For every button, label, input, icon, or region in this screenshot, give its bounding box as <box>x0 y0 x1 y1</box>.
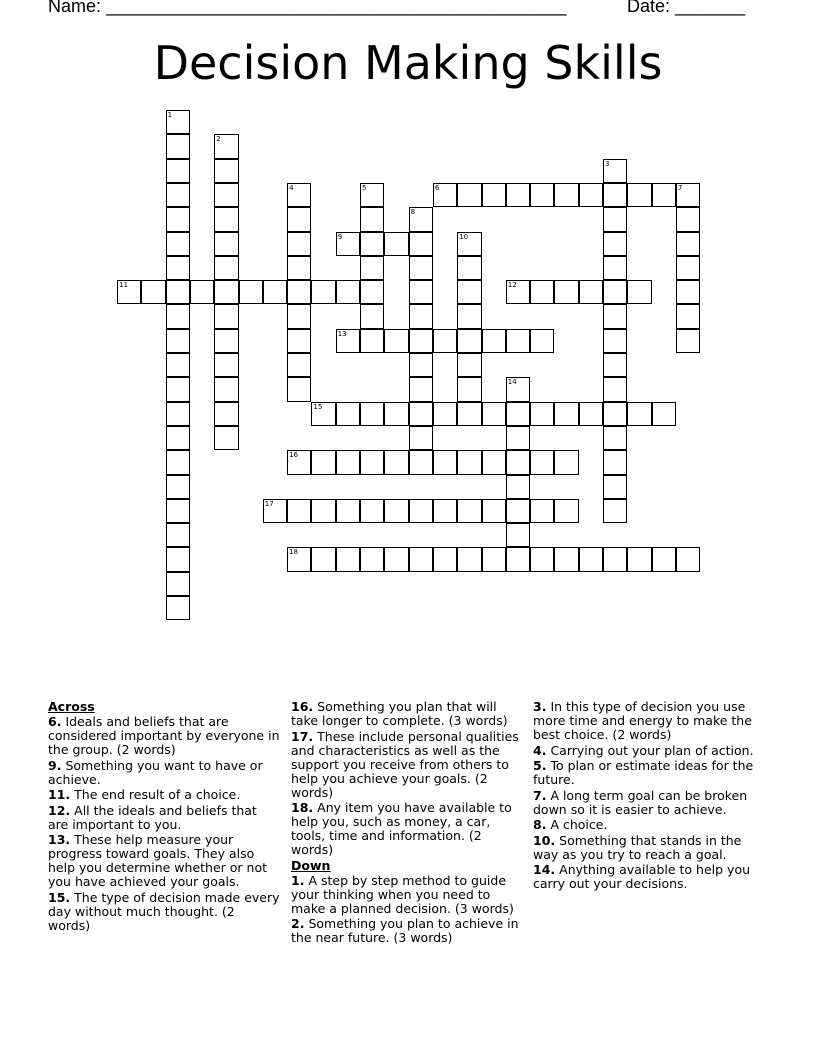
grid-cell[interactable] <box>603 329 627 353</box>
grid-cell[interactable] <box>603 377 627 401</box>
clue-text: A choice. <box>550 817 608 832</box>
clue-number-label: 8 <box>410 208 416 217</box>
clue-number: 11. <box>48 787 71 802</box>
grid-cell[interactable] <box>166 304 190 328</box>
clue-number: 4. <box>533 742 547 758</box>
clue-number-label: 3 <box>605 159 610 168</box>
grid-cell[interactable] <box>166 377 190 401</box>
grid-cell[interactable] <box>166 134 190 158</box>
clue-text: Any item you have available to help you, such as money, a car, tools, time and information. (2 words) <box>291 800 512 857</box>
grid-cell[interactable] <box>384 499 408 523</box>
grid-cell[interactable] <box>360 499 384 523</box>
clue-number-label: 2 <box>216 135 221 144</box>
grid-cell[interactable] <box>360 402 384 426</box>
grid-cell[interactable] <box>506 475 530 499</box>
grid-cell[interactable] <box>530 547 554 571</box>
clue-number: 7. <box>533 787 547 803</box>
clue-across-16 <box>291 700 523 728</box>
grid-cell[interactable] <box>482 547 506 571</box>
grid-cell[interactable] <box>603 159 627 183</box>
clue-number-label: 6 <box>434 183 440 192</box>
grid-cell[interactable] <box>457 329 481 353</box>
grid-cell[interactable] <box>506 426 530 450</box>
clue-text: The end result of a choice. <box>74 787 241 802</box>
grid-cell[interactable] <box>676 232 700 256</box>
grid-cell[interactable] <box>506 183 530 207</box>
grid-cell[interactable] <box>554 183 578 207</box>
clue-number: 9. <box>48 757 62 773</box>
grid-cell[interactable] <box>311 547 335 571</box>
clue-number: 16. <box>291 699 314 714</box>
clue-text: Anything available to help you carry out your decisions. <box>533 862 751 891</box>
grid-cell[interactable] <box>530 450 554 474</box>
grid-cell[interactable] <box>409 450 433 474</box>
clue-number-label: 14 <box>507 378 517 387</box>
grid-cell[interactable] <box>627 402 651 426</box>
grid-cell[interactable] <box>554 402 578 426</box>
grid-cell[interactable] <box>554 499 578 523</box>
grid-cell[interactable] <box>603 475 627 499</box>
grid-cell[interactable] <box>457 499 481 523</box>
grid-cell[interactable] <box>676 183 700 207</box>
grid-cell[interactable] <box>166 232 190 256</box>
grid-cell[interactable] <box>457 304 481 328</box>
grid-cell[interactable] <box>457 183 481 207</box>
grid-cell[interactable] <box>409 547 433 571</box>
grid-cell[interactable] <box>166 572 190 596</box>
grid-cell[interactable] <box>409 499 433 523</box>
clue-down-14 <box>533 863 765 891</box>
grid-cell[interactable] <box>676 304 700 328</box>
clue-across-12 <box>48 804 280 832</box>
grid-cell[interactable] <box>166 426 190 450</box>
grid-cell[interactable] <box>409 232 433 256</box>
grid-cell[interactable] <box>506 450 530 474</box>
clue-across-6 <box>48 715 280 757</box>
grid-cell[interactable] <box>457 547 481 571</box>
grid-cell[interactable] <box>166 110 190 134</box>
grid-cell[interactable] <box>676 207 700 231</box>
clue-number: 17. <box>291 728 314 744</box>
clue-number: 18. <box>291 800 314 815</box>
grid-cell[interactable] <box>554 280 578 304</box>
grid-cell[interactable] <box>263 280 287 304</box>
clue-number-label: 15 <box>313 402 323 411</box>
clue-number: 8. <box>533 817 547 832</box>
grid-cell[interactable] <box>214 329 238 353</box>
clue-text: All the ideals and beliefs that are important to you. <box>48 802 257 832</box>
across-heading: Across <box>48 699 95 714</box>
clue-text: The type of decision made every day without much thought. (2 words) <box>48 889 280 933</box>
down-heading: Down <box>291 857 331 873</box>
grid-cell[interactable] <box>384 402 408 426</box>
grid-cell[interactable] <box>530 280 554 304</box>
grid-cell[interactable] <box>336 232 360 256</box>
grid-cell[interactable] <box>603 207 627 231</box>
grid-cell[interactable] <box>676 329 700 353</box>
grid-cell[interactable] <box>360 547 384 571</box>
grid-cell[interactable] <box>603 304 627 328</box>
grid-cell[interactable] <box>214 207 238 231</box>
clue-number-label: 17 <box>264 499 274 508</box>
grid-cell[interactable] <box>214 183 238 207</box>
grid-cell[interactable] <box>433 402 457 426</box>
clue-across-9 <box>48 759 280 787</box>
grid-cell[interactable] <box>652 183 676 207</box>
grid-cell[interactable] <box>676 280 700 304</box>
clue-across-13 <box>48 833 280 889</box>
grid-cell[interactable] <box>457 402 481 426</box>
grid-cell[interactable] <box>409 304 433 328</box>
grid-cell[interactable] <box>482 402 506 426</box>
clue-down-1 <box>291 874 523 916</box>
grid-cell[interactable] <box>360 232 384 256</box>
grid-cell[interactable] <box>457 232 481 256</box>
clue-down-8 <box>533 818 765 832</box>
grid-cell[interactable] <box>263 499 287 523</box>
clue-text: In this type of decision you use more time and energy to make the best choice. (2 words) <box>533 699 752 742</box>
grid-cell[interactable] <box>579 547 603 571</box>
grid-cell[interactable] <box>117 280 141 304</box>
grid-cell[interactable] <box>287 207 311 231</box>
grid-cell[interactable] <box>603 256 627 280</box>
grid-cell[interactable] <box>166 207 190 231</box>
grid-cell[interactable] <box>409 280 433 304</box>
grid-cell[interactable] <box>360 304 384 328</box>
clue-text: Something you want to have or achieve. <box>48 757 263 787</box>
grid-cell[interactable] <box>360 256 384 280</box>
clue-number: 3. <box>533 699 547 714</box>
clue-number-label: 16 <box>289 451 299 460</box>
grid-cell[interactable] <box>336 499 360 523</box>
grid-cell[interactable] <box>360 183 384 207</box>
clue-across-18 <box>291 801 523 857</box>
grid-cell[interactable] <box>336 402 360 426</box>
grid-cell[interactable] <box>506 329 530 353</box>
clue-number: 12. <box>48 802 71 818</box>
grid-cell[interactable] <box>336 280 360 304</box>
clue-number-label: 4 <box>289 183 294 192</box>
grid-cell[interactable] <box>652 547 676 571</box>
grid-cell[interactable] <box>409 207 433 231</box>
clue-text: Something you plan that will take longer to complete. (3 words) <box>291 699 508 728</box>
grid-cell[interactable] <box>311 402 335 426</box>
grid-cell[interactable] <box>190 280 214 304</box>
clue-across-11 <box>48 788 280 802</box>
clues-column-1 <box>48 700 280 934</box>
clue-text: These help measure your progress toward goals. They also help you determine whether or not you have achieved your goals. <box>48 832 268 889</box>
grid-cell[interactable] <box>457 280 481 304</box>
clue-number-label: 1 <box>167 111 173 119</box>
grid-cell[interactable] <box>287 304 311 328</box>
grid-cell[interactable] <box>360 280 384 304</box>
grid-cell[interactable] <box>457 377 481 401</box>
grid-cell[interactable] <box>239 280 263 304</box>
grid-cell[interactable] <box>384 329 408 353</box>
grid-cell[interactable] <box>287 280 311 304</box>
clue-number: 10. <box>533 832 556 848</box>
clue-text: To plan or estimate ideas for the future. <box>533 758 754 787</box>
grid-cell[interactable] <box>603 547 627 571</box>
grid-cell[interactable] <box>409 426 433 450</box>
clue-text: Something that stands in the way as you try to reach a goal. <box>533 832 742 862</box>
clue-text: Something you plan to achieve in the near future. (3 words) <box>291 916 519 945</box>
grid-cell[interactable] <box>166 523 190 547</box>
clue-number-label: 9 <box>337 232 343 241</box>
grid-cell[interactable] <box>530 402 554 426</box>
grid-cell[interactable] <box>214 256 238 280</box>
grid-cell[interactable] <box>506 280 530 304</box>
grid-cell[interactable] <box>166 547 190 571</box>
grid-cell[interactable] <box>530 329 554 353</box>
grid-cell[interactable] <box>384 547 408 571</box>
grid-cell[interactable] <box>287 183 311 207</box>
grid-cell[interactable] <box>457 256 481 280</box>
page-title: Decision Making Skills <box>153 36 663 90</box>
grid-cell[interactable] <box>336 547 360 571</box>
grid-cell[interactable] <box>579 280 603 304</box>
grid-cell[interactable] <box>214 377 238 401</box>
grid-cell[interactable] <box>360 207 384 231</box>
grid-cell[interactable] <box>360 329 384 353</box>
grid-cell[interactable] <box>214 280 238 304</box>
clue-number: 2. <box>291 916 305 931</box>
grid-cell[interactable] <box>141 280 165 304</box>
grid-cell[interactable] <box>311 280 335 304</box>
clue-number: 13. <box>48 832 71 847</box>
grid-cell[interactable] <box>603 499 627 523</box>
grid-cell[interactable] <box>433 183 457 207</box>
grid-cell[interactable] <box>409 329 433 353</box>
grid-cell[interactable] <box>676 256 700 280</box>
grid-cell[interactable] <box>214 134 238 158</box>
grid-cell[interactable] <box>287 256 311 280</box>
grid-cell[interactable] <box>384 232 408 256</box>
clue-down-4 <box>533 744 765 758</box>
grid-cell[interactable] <box>166 402 190 426</box>
grid-cell[interactable] <box>360 450 384 474</box>
grid-cell[interactable] <box>287 547 311 571</box>
grid-cell[interactable] <box>214 304 238 328</box>
clue-text: These include personal qualities and characteristics as well as the support you receive from others to help you achieve your goals. (2 words) <box>291 728 519 800</box>
grid-cell[interactable] <box>603 353 627 377</box>
grid-cell[interactable] <box>166 329 190 353</box>
clue-number-label: 18 <box>289 548 299 557</box>
grid-cell[interactable] <box>627 547 651 571</box>
name-line: Name: ______________________________________________ <box>48 0 567 16</box>
grid-cell[interactable] <box>603 402 627 426</box>
grid-cell[interactable] <box>287 329 311 353</box>
grid-cell[interactable] <box>506 377 530 401</box>
grid-cell[interactable] <box>166 450 190 474</box>
grid-cell[interactable] <box>311 450 335 474</box>
grid-cell[interactable] <box>506 523 530 547</box>
grid-cell[interactable] <box>579 183 603 207</box>
grid-cell[interactable] <box>676 547 700 571</box>
grid-cell[interactable] <box>214 426 238 450</box>
clue-down-3 <box>533 700 765 742</box>
grid-cell[interactable] <box>627 280 651 304</box>
grid-cell[interactable] <box>287 450 311 474</box>
grid-cell[interactable] <box>166 256 190 280</box>
grid-cell[interactable] <box>433 329 457 353</box>
grid-cell[interactable] <box>409 353 433 377</box>
clues-column-2 <box>291 700 523 947</box>
grid-cell[interactable] <box>287 377 311 401</box>
grid-cell[interactable] <box>409 256 433 280</box>
clues-column-3 <box>533 700 765 893</box>
grid-cell[interactable] <box>166 475 190 499</box>
clue-number-label: 13 <box>337 329 347 338</box>
grid-cell[interactable] <box>336 329 360 353</box>
grid-cell[interactable] <box>482 450 506 474</box>
grid-cell[interactable] <box>409 377 433 401</box>
grid-cell[interactable] <box>166 183 190 207</box>
clue-number-label: 7 <box>677 183 683 192</box>
grid-cell[interactable] <box>457 353 481 377</box>
clue-number-label: 11 <box>119 281 128 290</box>
date-line: Date: _______ <box>627 0 746 16</box>
grid-cell[interactable] <box>433 499 457 523</box>
grid-cell[interactable] <box>652 402 676 426</box>
grid-cell[interactable] <box>579 402 603 426</box>
grid-cell[interactable] <box>214 353 238 377</box>
grid-cell[interactable] <box>166 353 190 377</box>
grid-cell[interactable] <box>409 402 433 426</box>
grid-cell[interactable] <box>482 329 506 353</box>
clue-text: Carrying out your plan of action. <box>550 742 754 758</box>
grid-cell[interactable] <box>603 232 627 256</box>
clue-text: A long term goal can be broken down so it is easier to achieve. <box>533 787 748 817</box>
grid-cell[interactable] <box>166 159 190 183</box>
clue-number-label: 12 <box>507 281 517 290</box>
grid-cell[interactable] <box>166 596 190 620</box>
grid-cell[interactable] <box>457 450 481 474</box>
grid-cell[interactable] <box>311 499 335 523</box>
grid-cell[interactable] <box>287 353 311 377</box>
clue-number-label: 10 <box>459 232 469 241</box>
clue-number: 15. <box>48 889 71 905</box>
clue-down-2 <box>291 917 523 945</box>
grid-cell[interactable] <box>166 499 190 523</box>
grid-cell[interactable] <box>554 450 578 474</box>
grid-cell[interactable] <box>506 547 530 571</box>
grid-cell[interactable] <box>603 426 627 450</box>
grid-cell[interactable] <box>627 183 651 207</box>
grid-cell[interactable] <box>506 402 530 426</box>
clue-across-15 <box>48 891 280 933</box>
clue-number: 1. <box>291 872 305 888</box>
grid-cell[interactable] <box>603 450 627 474</box>
grid-cell[interactable] <box>214 159 238 183</box>
grid-cell[interactable] <box>530 183 554 207</box>
grid-cell[interactable] <box>554 547 578 571</box>
grid-cell[interactable] <box>603 280 627 304</box>
grid-cell[interactable] <box>482 183 506 207</box>
grid-cell[interactable] <box>433 547 457 571</box>
grid-cell[interactable] <box>166 280 190 304</box>
clue-number: 5. <box>533 758 547 773</box>
grid-cell[interactable] <box>214 232 238 256</box>
grid-cell[interactable] <box>506 499 530 523</box>
grid-cell[interactable] <box>482 499 506 523</box>
clue-down-10 <box>533 834 765 862</box>
clue-down-5 <box>533 759 765 787</box>
clue-number-label: 5 <box>362 183 367 192</box>
grid-cell[interactable] <box>287 499 311 523</box>
clue-down-7 <box>533 789 765 817</box>
grid-cell[interactable] <box>384 450 408 474</box>
clue-across-17 <box>291 730 523 800</box>
grid-cell[interactable] <box>336 450 360 474</box>
clue-number: 14. <box>533 862 556 877</box>
clue-number: 6. <box>48 714 62 729</box>
grid-cell[interactable] <box>287 232 311 256</box>
grid-cell[interactable] <box>214 402 238 426</box>
grid-cell[interactable] <box>530 499 554 523</box>
grid-cell[interactable] <box>433 450 457 474</box>
clue-text: A step by step method to guide your thinking when you need to make a planned decision. (3 words) <box>291 872 514 916</box>
clue-text: Ideals and beliefs that are considered important by everyone in the group. (2 words) <box>48 714 280 757</box>
grid-cell[interactable] <box>603 183 627 207</box>
